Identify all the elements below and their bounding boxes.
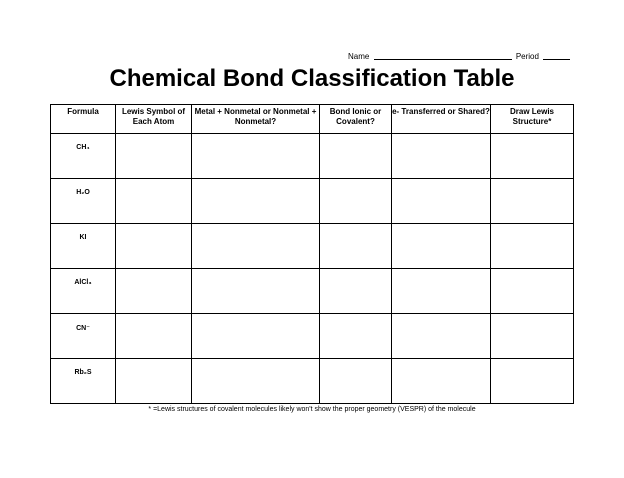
column-header: Draw Lewis Structure* xyxy=(491,105,574,134)
element-type-cell[interactable] xyxy=(192,134,320,179)
bond-type-cell[interactable] xyxy=(320,179,392,224)
formula-cell: Rb₂S xyxy=(51,359,116,404)
electron-cell[interactable] xyxy=(392,224,491,269)
name-blank[interactable] xyxy=(374,51,512,60)
lewis-symbol-cell[interactable] xyxy=(116,314,192,359)
lewis-structure-cell[interactable] xyxy=(491,134,574,179)
formula-cell: KI xyxy=(51,224,116,269)
element-type-cell[interactable] xyxy=(192,224,320,269)
electron-cell[interactable] xyxy=(392,134,491,179)
lewis-symbol-cell[interactable] xyxy=(116,269,192,314)
column-header: Bond Ionic or Covalent? xyxy=(320,105,392,134)
element-type-cell[interactable] xyxy=(192,359,320,404)
table-row xyxy=(51,179,574,224)
lewis-structure-cell[interactable] xyxy=(491,224,574,269)
bond-type-cell[interactable] xyxy=(320,359,392,404)
formula-cell: CN⁻ xyxy=(51,314,116,359)
formula-cell: CH₄ xyxy=(51,134,116,179)
column-header: Lewis Symbol of Each Atom xyxy=(116,105,192,134)
lewis-structure-cell[interactable] xyxy=(491,314,574,359)
column-header: e- Transferred or Shared? xyxy=(392,105,491,134)
lewis-structure-cell[interactable] xyxy=(491,359,574,404)
element-type-cell[interactable] xyxy=(192,314,320,359)
bond-type-cell[interactable] xyxy=(320,134,392,179)
formula-cell: AlCl₃ xyxy=(51,269,116,314)
lewis-symbol-cell[interactable] xyxy=(116,134,192,179)
electron-cell[interactable] xyxy=(392,314,491,359)
bond-type-cell[interactable] xyxy=(320,269,392,314)
bond-type-cell[interactable] xyxy=(320,224,392,269)
lewis-symbol-cell[interactable] xyxy=(116,359,192,404)
page-title: Chemical Bond Classification Table xyxy=(109,65,515,92)
name-label: Name xyxy=(348,52,370,61)
electron-cell[interactable] xyxy=(392,179,491,224)
column-header: Formula xyxy=(51,105,116,134)
footnote: * =Lewis structures of covalent molecules likely won't show the proper geometry (VESPR) of the molecule xyxy=(148,406,476,413)
element-type-cell[interactable] xyxy=(192,179,320,224)
lewis-symbol-cell[interactable] xyxy=(116,179,192,224)
bond-type-cell[interactable] xyxy=(320,314,392,359)
name-period-line xyxy=(348,51,570,62)
element-type-cell[interactable] xyxy=(192,269,320,314)
table-row xyxy=(51,359,574,404)
period-blank[interactable] xyxy=(543,51,570,60)
electron-cell[interactable] xyxy=(392,269,491,314)
lewis-structure-cell[interactable] xyxy=(491,179,574,224)
lewis-structure-cell[interactable] xyxy=(491,269,574,314)
lewis-symbol-cell[interactable] xyxy=(116,224,192,269)
table-row xyxy=(51,314,574,359)
table-row xyxy=(51,224,574,269)
electron-cell[interactable] xyxy=(392,359,491,404)
column-header: Metal + Nonmetal or Nonmetal + Nonmetal? xyxy=(192,105,320,134)
table-row xyxy=(51,269,574,314)
table-header-row xyxy=(51,105,574,134)
period-label: Period xyxy=(515,52,539,61)
classification-table xyxy=(50,104,574,404)
formula-cell: H₂O xyxy=(51,179,116,224)
table-row xyxy=(51,134,574,179)
